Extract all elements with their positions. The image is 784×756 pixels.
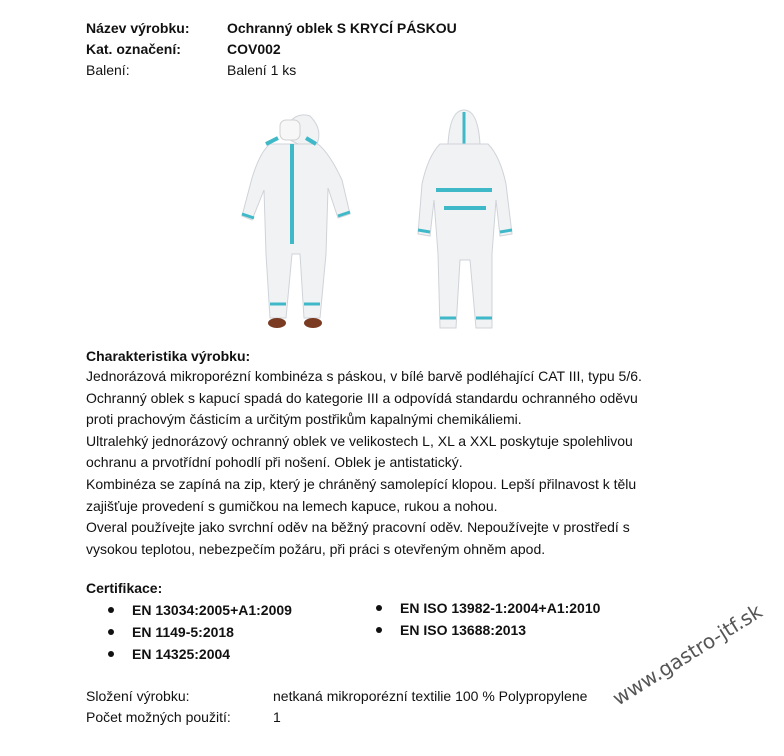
characteristics-title: Charakteristika výrobku: [86, 348, 251, 364]
packaging-label: Balení: [86, 62, 130, 78]
list-item: EN 1149-5:2018 [104, 621, 292, 643]
suit-front-figure [242, 115, 350, 328]
text-line: Overal používejte jako svrchní oděv na běžný pracovní oděv. Nepoužívejte v prostředí s [86, 519, 630, 536]
text-line: Jednorázová mikroporézní kombinéza s páskou, v bílé barvě podléhající CAT III, typu 5/6. [86, 368, 642, 384]
cert-list-left [104, 599, 292, 665]
list-item: EN 13034:2005+A1:2009 [104, 599, 292, 621]
list-item: EN ISO 13982-1:2004+A1:2010 [372, 597, 600, 619]
watermark-text: www.gastro-jtf.sk [608, 598, 767, 711]
product-name-value: Ochranný oblek S KRYCÍ PÁSKOU [227, 20, 457, 36]
uses-label: Počet možných použití: [86, 709, 231, 725]
text-line: vysokou teplotou, nebezpečím požáru, při práci s otevřeným ohněm apod. [86, 540, 546, 557]
text-line: zajišťuje provedení s gumičkou na lemech kapuce, rukou a nohou. [86, 497, 498, 514]
text-line: proti prachovým částicím a určitým postřikům kapalnými chemikáliemi. [86, 411, 522, 428]
cert-list-right [372, 597, 600, 641]
product-photos [230, 104, 550, 344]
list-item: EN ISO 13688:2013 [372, 619, 600, 641]
composition-value: netkaná mikroporézní textilie 100 % Polypropylene [273, 688, 588, 704]
text-line: Kombinéza se zapíná na zip, který je chráněný samolepící klopou. Lepší přilnavost k tělu [86, 475, 637, 492]
text-line: Ultralehký jednorázový ochranný oblek ve velikostech L, XL a XXL poskytuje spolehlivou [86, 432, 633, 449]
uses-value: 1 [273, 709, 281, 725]
text-line: ochranu a prvotřídní pohodlí při nošení. Oblek je antistatický. [86, 454, 463, 471]
characteristics-text [86, 366, 706, 560]
product-code-value: COV002 [227, 41, 281, 57]
list-item: EN 14325:2004 [104, 643, 292, 665]
suit-back-figure [418, 110, 512, 328]
certifications-title: Certifikace: [86, 580, 163, 596]
composition-label: Složení výrobku: [86, 688, 190, 704]
packaging-value: Balení 1 ks [227, 62, 297, 78]
product-name-label: Název výrobku: [86, 20, 190, 36]
text-line: Ochranný oblek s kapucí spadá do kategorie III a odpovídá standardu ochranného oděvu [86, 389, 638, 406]
product-code-label: Kat. označení: [86, 41, 181, 57]
